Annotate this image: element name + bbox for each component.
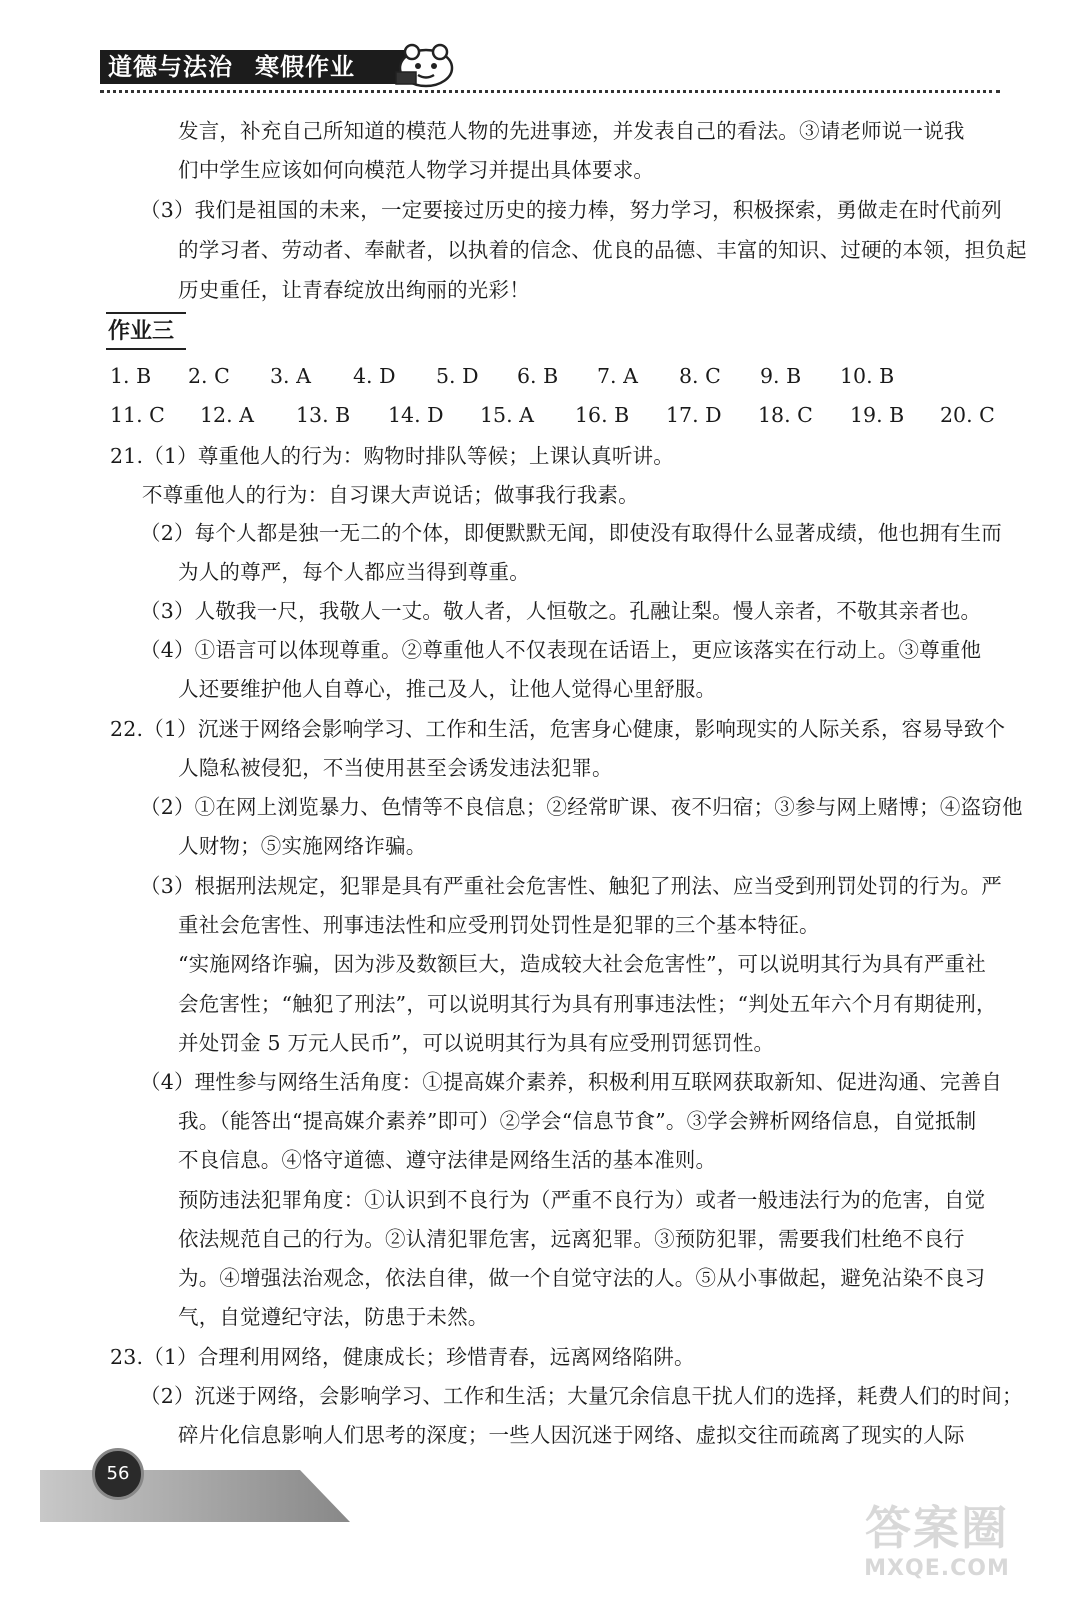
text-line: 不尊重他人的行为：自习课大声说话；做事我行我素。: [142, 483, 639, 507]
page-number: 56: [92, 1448, 144, 1500]
answer-item: 10. B: [840, 364, 895, 388]
answer-item: 20. C: [940, 403, 995, 427]
watermark-url: MXQE.COM: [864, 1556, 1010, 1581]
text-line: （3）根据刑法规定，犯罪是具有严重社会危害性、触犯了刑法、应当受到刑罚处罚的行为。严: [140, 874, 1002, 898]
text-line: （4）理性参与网络生活角度：①提高媒介素养，积极利用互联网获取新知、促进沟通、完善自: [140, 1070, 1002, 1094]
answer-item: 3. A: [270, 364, 311, 388]
text-line: 人隐私被侵犯，不当使用甚至会诱发违法犯罪。: [178, 756, 613, 780]
answer-item: 16. B: [575, 403, 630, 427]
answer-item: 4. D: [353, 364, 396, 388]
header-banner: [100, 50, 410, 84]
text-line: （2）沉迷于网络，会影响学习、工作和生活；大量冗余信息干扰人们的选择，耗费人们的时间；: [140, 1384, 1023, 1408]
text-line: 气，自觉遵纪守法，防患于未然。: [178, 1305, 489, 1329]
header-subject: 道德与法治: [108, 53, 233, 81]
answer-item: 17. D: [666, 403, 722, 427]
text-line: （2）①在网上浏览暴力、色情等不良信息；②经常旷课、夜不归宿；③参与网上赌博；④盗窃他: [140, 795, 1023, 819]
text-line: （3）人敬我一尺，我敬人一丈。敬人者，人恒敬之。孔融让梨。慢人亲者，不敬其亲者也。: [140, 599, 982, 623]
footer-decoration: [40, 1462, 350, 1528]
watermark-text: 答案圈: [865, 1501, 1009, 1555]
section-title: 作业三: [108, 319, 175, 344]
text-line: 的学习者、劳动者、奉献者，以执着的信念、优良的品德、丰富的知识、过硬的本领，担负起: [178, 238, 1027, 262]
answer-item: 7. A: [597, 364, 638, 388]
text-line: 重社会危害性、刑事违法性和应受刑罚处罚性是犯罪的三个基本特征。: [178, 913, 820, 937]
text-line: 预防违法犯罪角度：①认识到不良行为（严重不良行为）或者一般违法行为的危害，自觉: [178, 1188, 986, 1212]
answer-item: 11. C: [110, 403, 165, 427]
answer-item: 18. C: [758, 403, 813, 427]
answer-item: 8. C: [679, 364, 721, 388]
section-rule-bottom: [106, 348, 186, 350]
text-line: 为。④增强法治观念，依法自律，做一个自觉守法的人。⑤从小事做起，避免沾染不良习: [178, 1266, 986, 1290]
answer-item: 5. D: [436, 364, 479, 388]
section-rule-top: [106, 312, 186, 314]
text-line: （2）每个人都是独一无二的个体，即便默默无闻，即使没有取得什么显著成绩，他也拥有生而: [140, 521, 1002, 545]
text-line: 碎片化信息影响人们思考的深度；一些人因沉迷于网络、虚拟交往而疏离了现实的人际: [178, 1423, 965, 1447]
answer-item: 6. B: [517, 364, 559, 388]
text-line: 为人的尊严，每个人都应当得到尊重。: [178, 560, 530, 584]
answer-item: 19. B: [850, 403, 905, 427]
answer-item: 12. A: [200, 403, 254, 427]
text-line: 历史重任，让青春绽放出绚丽的光彩！: [178, 278, 530, 302]
text-line: 我。（能答出“提高媒介素养”即可）②学会“信息节食”。③学会辨析网络信息，自觉抵制: [178, 1109, 977, 1133]
text-line: 23.（1）合理利用网络，健康成长；珍惜青春，远离网络陷阱。: [110, 1345, 695, 1369]
header-booktype: 寒假作业: [255, 53, 355, 81]
text-line: 人财物；⑤实施网络诈骗。: [178, 834, 427, 858]
answer-item: 15. A: [480, 403, 534, 427]
watermark-logo: [842, 1500, 1032, 1592]
answer-item: 13. B: [296, 403, 351, 427]
mascot-icon: [392, 42, 456, 88]
answer-item: 9. B: [760, 364, 802, 388]
text-line: 会危害性；“触犯了刑法”，可以说明其行为具有刑事违法性；“判处五年六个月有期徒刑，: [178, 992, 997, 1016]
text-line: 依法规范自己的行为。②认清犯罪危害，远离犯罪。③预防犯罪，需要我们杜绝不良行: [178, 1227, 965, 1251]
text-line: 并处罚金 5 万元人民币”，可以说明其行为具有应受刑罚惩罚性。: [178, 1031, 775, 1055]
answer-item: 1. B: [110, 364, 152, 388]
text-line: 发言，补充自己所知道的模范人物的先进事迹，并发表自己的看法。③请老师说一说我: [178, 119, 965, 143]
text-line: 人还要维护他人自尊心，推己及人，让他人觉得心里舒服。: [178, 677, 717, 701]
text-line: 22.（1）沉迷于网络会影响学习、工作和生活，危害身心健康，影响现实的人际关系，容易导致个: [110, 717, 1006, 741]
text-line: （4）①语言可以体现尊重。②尊重他人不仅表现在话语上，更应该落实在行动上。③尊重他: [140, 638, 982, 662]
header-dotted-rule: [100, 90, 1000, 93]
text-line: 不良信息。④恪守道德、遵守法律是网络生活的基本准则。: [178, 1148, 717, 1172]
text-line: 们中学生应该如何向模范人物学习并提出具体要求。: [178, 158, 655, 182]
text-line: （3）我们是祖国的未来，一定要接过历史的接力棒，努力学习，积极探索，勇做走在时代前列: [140, 198, 1002, 222]
text-line: 21.（1）尊重他人的行为：购物时排队等候；上课认真听讲。: [110, 444, 674, 468]
answer-item: 2. C: [188, 364, 230, 388]
text-line: “实施网络诈骗，因为涉及数额巨大，造成较大社会危害性”，可以说明其行为具有严重社: [178, 952, 986, 976]
answer-item: 14. D: [388, 403, 444, 427]
